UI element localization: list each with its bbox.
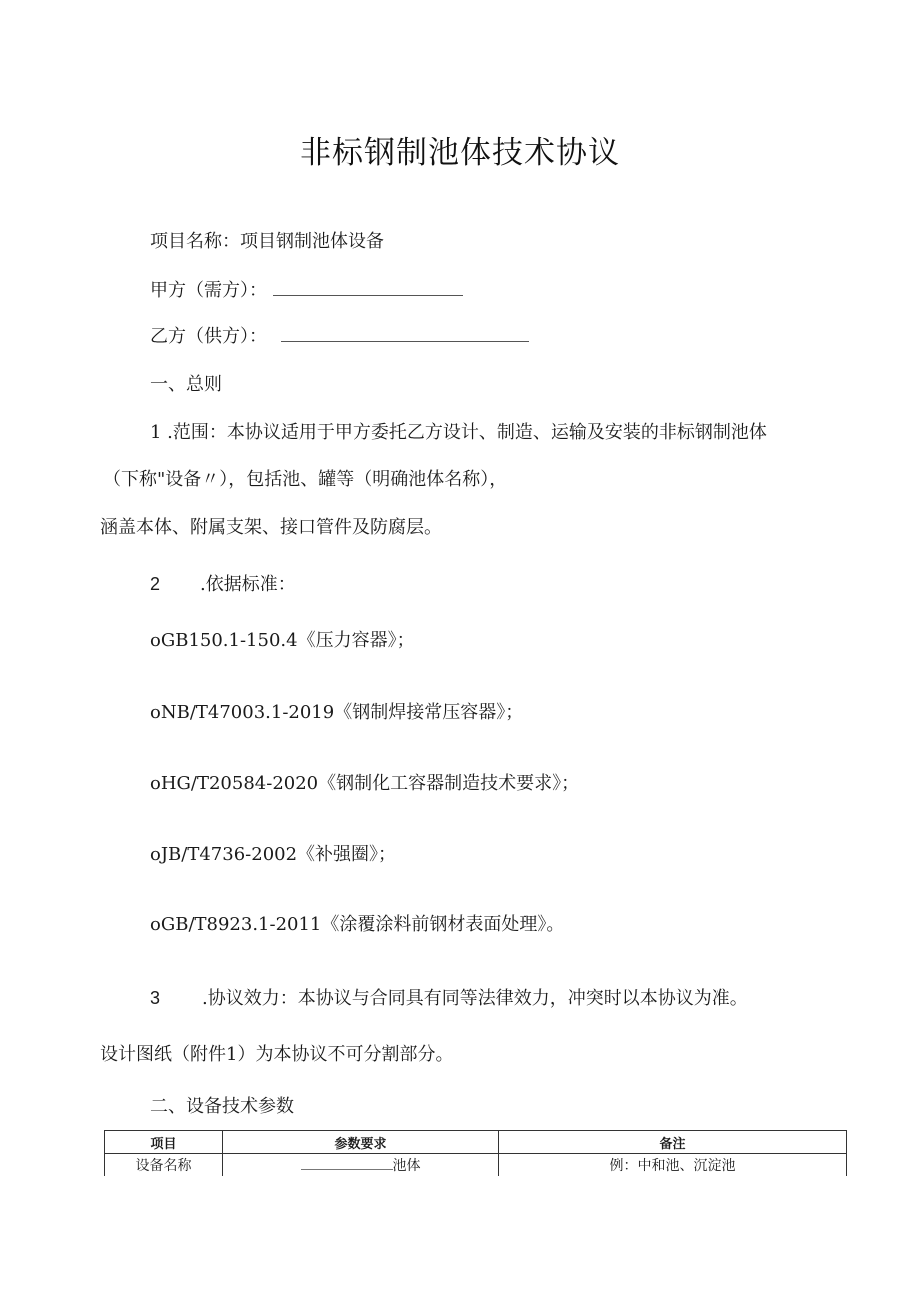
standard-item: oJB/T4736-2002《补强圈》； [150,844,397,865]
item2-line [150,571,296,598]
party-b-label: 乙方（供方）： [150,326,267,347]
standard-item: oGB150.1-150.4《压力容器》； [150,630,415,651]
party-a-line [150,277,463,304]
item2-number: 2 [150,574,161,594]
table-header-item: 项目 [105,1131,223,1154]
item1-line3: 涵盖本体、附属支架、接口管件及防腐层。 [100,517,442,538]
item3-line2: 设计图纸（附件1）为本协议不可分割部分。 [100,1044,454,1065]
table-cell-note: 例：中和池、沉淀池 [499,1154,847,1177]
item1-line1: 1 .范围：本协议适用于甲方委托乙方设计、制造、运输及安装的非标钢制池体 [150,422,767,443]
item3-line [150,985,748,1012]
table-row [105,1154,847,1177]
party-a-label: 甲方（需方）： [150,280,267,301]
param-suffix: 池体 [392,1158,421,1174]
party-b-line [150,323,529,350]
standard-item: oHG/T20584-2020《钢制化工容器制造技术要求》； [150,773,580,794]
item3-number: 3 [150,988,161,1008]
parameters-table [104,1130,847,1176]
table-header-params: 参数要求 [223,1131,499,1154]
item1-line2: （下称"设备〃），包括池、罐等（明确池体名称）， [103,469,508,490]
item2-text: .依据标准： [200,574,296,595]
item3-text: .协议效力：本协议与合同具有同等法律效力，冲突时以本协议为准。 [202,988,748,1009]
table-cell-item: 设备名称 [105,1154,223,1177]
section1-heading: 一、总则 [150,374,222,395]
param-blank [301,1155,393,1170]
table-header-notes: 备注 [499,1131,847,1154]
table-cell-param [223,1154,499,1177]
party-b-blank [281,323,529,342]
document-title: 非标钢制池体技术协议 [300,135,620,171]
table-header-row [105,1131,847,1154]
section2-heading: 二、设备技术参数 [150,1096,294,1117]
standard-item: oNB/T47003.1-2019《钢制焊接常压容器》； [150,702,524,723]
project-name-line: 项目名称：项目钢制池体设备 [150,231,384,252]
party-a-blank [273,277,463,296]
standard-item: oGB/T8923.1-2011《涂覆涂料前钢材表面处理》。 [150,914,565,935]
